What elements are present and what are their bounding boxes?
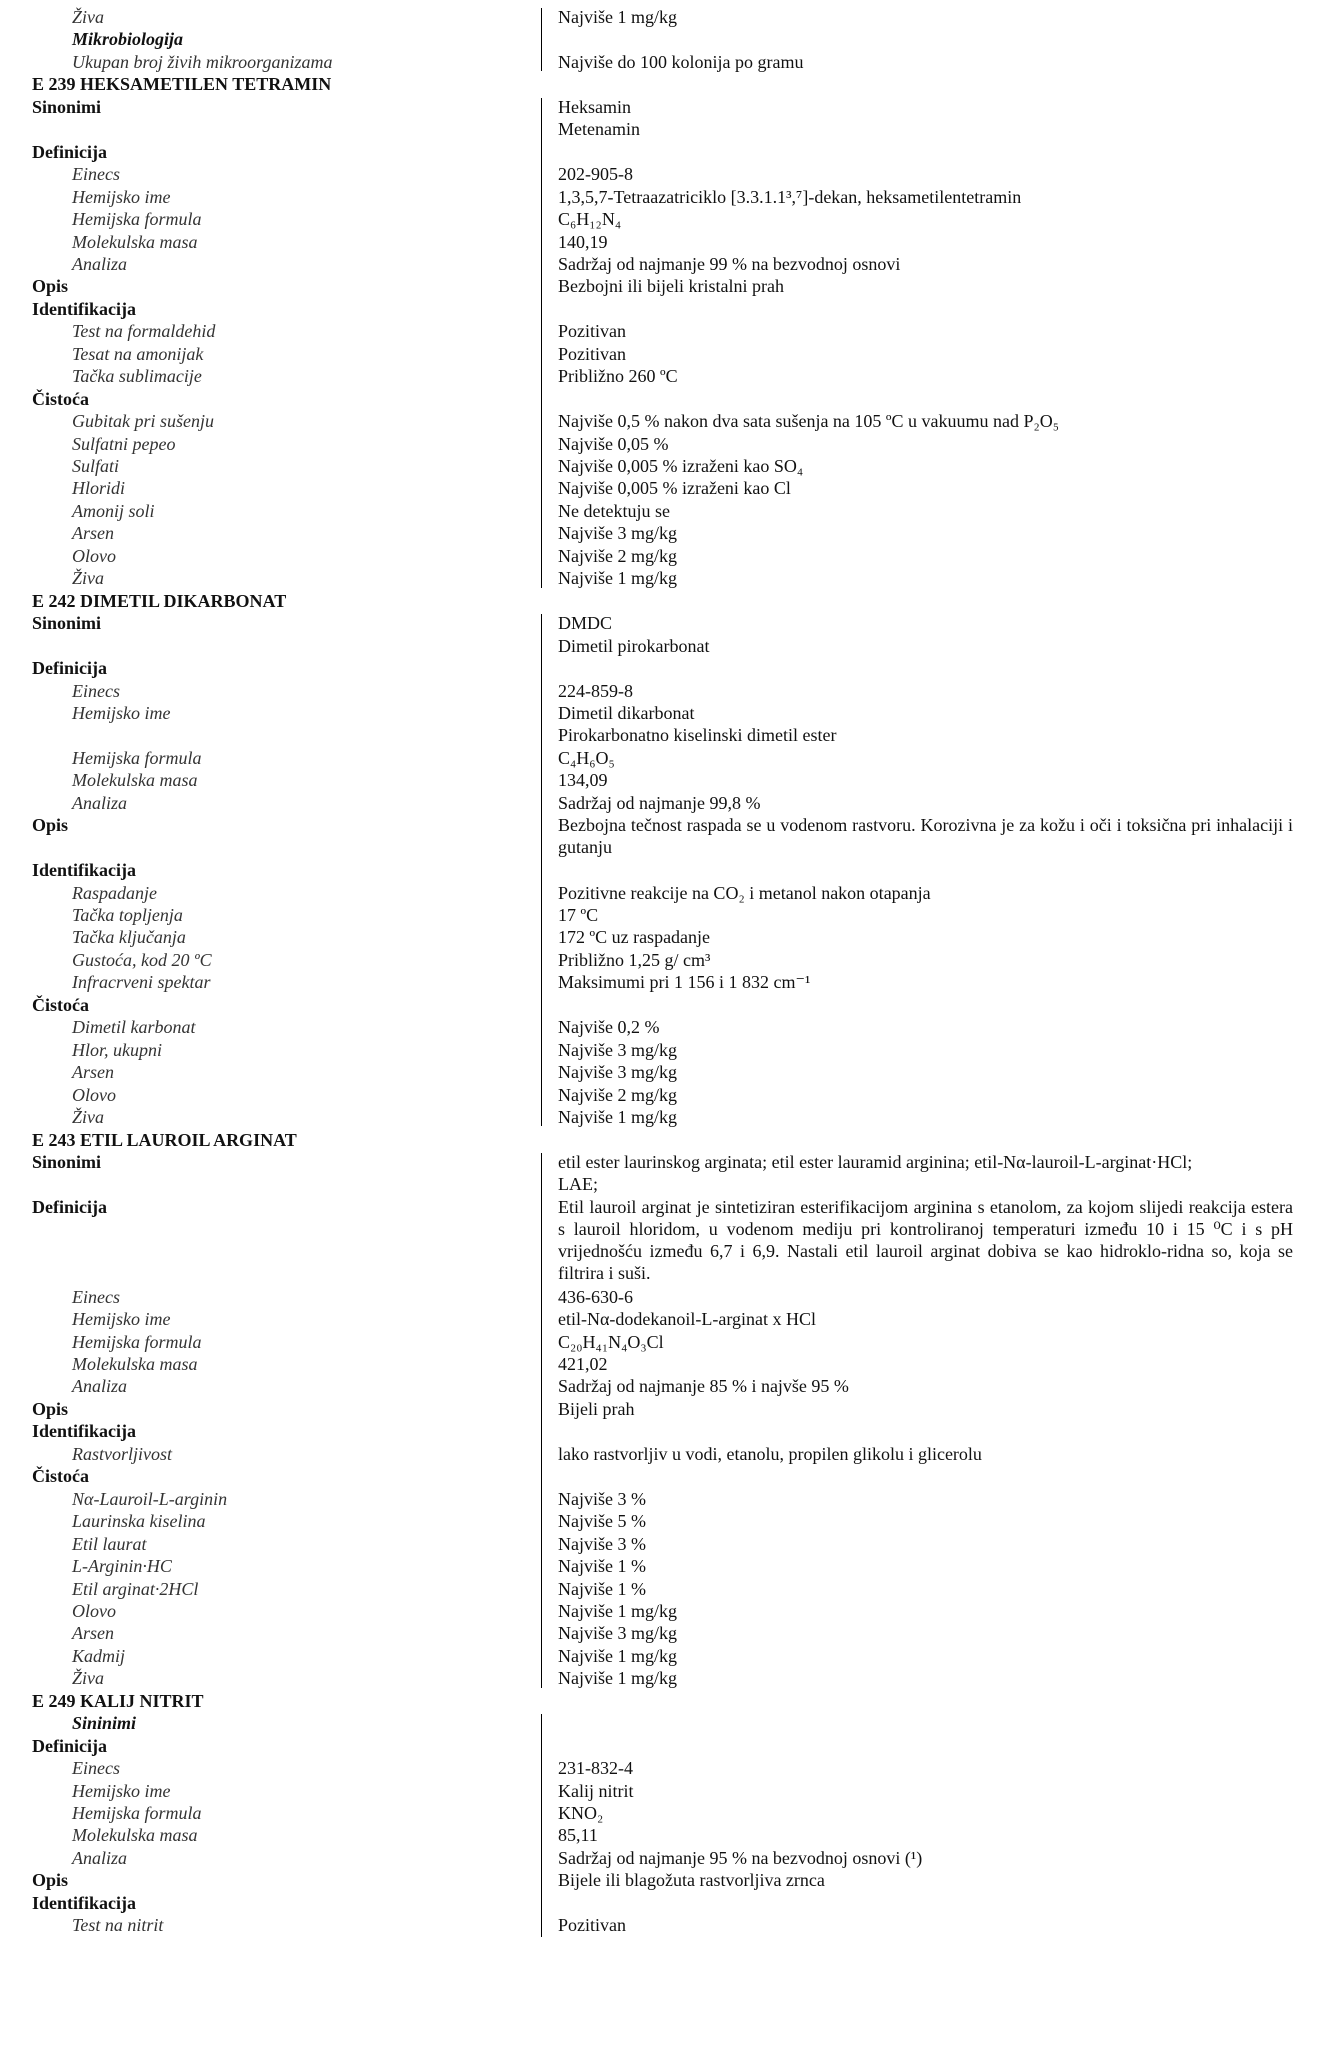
property-value: Pozitivan — [558, 321, 626, 342]
spec-row — [0, 1824, 1340, 1846]
property-label: Hemijska formula — [72, 747, 202, 768]
spec-row — [0, 1151, 1340, 1173]
property-value: Najviše 0,05 % — [558, 433, 669, 454]
property-label: Hemijska formula — [72, 209, 202, 230]
spec-row — [0, 253, 1340, 275]
property-value: Najviše 0,005 % izraženi kao Cl — [558, 478, 791, 499]
spec-row — [0, 1690, 1340, 1712]
property-label: Molekulska masa — [72, 1825, 198, 1846]
spec-row — [0, 657, 1340, 679]
property-value: Pozitivan — [558, 343, 626, 364]
spec-row — [0, 522, 1340, 544]
property-label: Einecs — [72, 164, 120, 185]
property-value: Najviše 1 mg/kg — [558, 1600, 677, 1621]
property-label: Olovo — [72, 545, 116, 566]
property-label: Hemijsko ime — [72, 186, 171, 207]
property-label: Sulfatni pepeo — [72, 433, 176, 454]
spec-row — [0, 51, 1340, 73]
spec-row — [0, 1555, 1340, 1577]
spec-row — [0, 388, 1340, 410]
property-value: lako rastvorljiv u vodi, etanolu, propilen glikolu i glicerolu — [558, 1443, 982, 1464]
property-label: Nα-Lauroil-L-arginin — [72, 1488, 228, 1509]
spec-row — [0, 1353, 1340, 1375]
section-label: Definicija — [32, 1735, 107, 1756]
property-value: Pirokarbonatno kiselinski dimetil ester — [558, 725, 837, 746]
property-value: C₆H₁₂N₄ — [558, 209, 622, 230]
spec-row — [0, 1196, 1340, 1286]
spec-row — [0, 1106, 1340, 1128]
property-value: Najviše 1 % — [558, 1578, 646, 1599]
section-label: Čistoća — [32, 994, 89, 1015]
property-label: Etil arginat·2HCl — [72, 1578, 199, 1599]
section-label: Identifikacija — [32, 860, 137, 881]
section-label: Sinonimi — [32, 96, 102, 117]
section-label: Identifikacija — [32, 298, 137, 319]
section-label: Identifikacija — [32, 1421, 137, 1442]
property-label: Amonij soli — [72, 500, 155, 521]
property-label: Hloridi — [72, 478, 126, 499]
property-label: Ukupan broj živih mikroorganizama — [72, 51, 333, 72]
spec-row — [0, 73, 1340, 95]
property-value: LAE; — [558, 1174, 598, 1195]
property-value: Najviše do 100 kolonija po gramu — [558, 51, 804, 72]
section-label: Opis — [32, 1398, 69, 1419]
property-label: Analiza — [72, 253, 128, 274]
column-divider — [541, 614, 542, 1126]
property-label: Dimetil karbonat — [72, 1017, 196, 1038]
spec-row — [0, 410, 1340, 432]
spec-row — [0, 455, 1340, 477]
property-value: Kalij nitrit — [558, 1780, 634, 1801]
spec-row — [0, 231, 1340, 253]
spec-row — [0, 275, 1340, 297]
property-value: C₄H₆O₅ — [558, 747, 615, 768]
property-value: Etil lauroil arginat je sintetiziran esterifikacijom arginina s etanolom, za kojom slijedi reakcija estera s lauroil hloridom, u vodenom mediju pri kontroliranoj temperaturi između 10 i 15 ⁰C i s pH vrijednošću između 6,7 i 6,9. Nastali etil lauroil arginat dobiva se kao hidroklo-ridna so, koja se filtrira i suši. — [558, 1196, 1293, 1283]
property-value: Bezbojni ili bijeli kristalni prah — [558, 276, 784, 297]
spec-row — [0, 994, 1340, 1016]
property-label: Test na nitrit — [72, 1915, 164, 1936]
spec-row — [0, 612, 1340, 634]
spec-row — [0, 545, 1340, 567]
property-value: Najviše 1 mg/kg — [558, 568, 677, 589]
spec-row — [0, 792, 1340, 814]
property-value: Najviše 3 mg/kg — [558, 1062, 677, 1083]
spec-row — [0, 590, 1340, 612]
property-value: etil ester laurinskog arginata; etil ester lauramid arginina; etil-Nα-lauroil-L-arginat·HCl; — [558, 1151, 1193, 1172]
spec-row — [0, 1129, 1340, 1151]
spec-row — [0, 500, 1340, 522]
property-value: 134,09 — [558, 770, 608, 791]
property-value: 85,11 — [558, 1825, 598, 1846]
property-value: Najviše 5 % — [558, 1511, 646, 1532]
property-label: Molekulska masa — [72, 231, 198, 252]
column-divider — [541, 98, 542, 588]
property-value: 202-905-8 — [558, 164, 633, 185]
spec-row — [0, 680, 1340, 702]
spec-row — [0, 1173, 1340, 1195]
section-label: Sinonimi — [32, 1151, 102, 1172]
property-label: Živa — [72, 1668, 105, 1689]
property-label: Mikrobiologija — [72, 29, 184, 50]
spec-row — [0, 320, 1340, 342]
section-label: Opis — [32, 815, 69, 836]
property-label: Analiza — [72, 792, 128, 813]
spec-row — [0, 567, 1340, 589]
property-label: Olovo — [72, 1084, 116, 1105]
property-value: Metenamin — [558, 119, 640, 140]
spec-row — [0, 1420, 1340, 1442]
property-value: 224-859-8 — [558, 680, 633, 701]
spec-row — [0, 433, 1340, 455]
spec-row — [0, 208, 1340, 230]
property-label: Hemijska formula — [72, 1803, 202, 1823]
property-label: Živa — [72, 7, 105, 27]
spec-row — [0, 814, 1340, 859]
property-label: Molekulska masa — [72, 770, 198, 791]
spec-row — [0, 1331, 1340, 1353]
property-value: Najviše 3 mg/kg — [558, 1623, 677, 1644]
property-label: Rastvorljivost — [72, 1443, 172, 1464]
spec-row — [0, 769, 1340, 791]
property-label: Molekulska masa — [72, 1354, 198, 1374]
property-value: Bijeli prah — [558, 1398, 635, 1419]
spec-row — [0, 118, 1340, 140]
property-value: Dimetil pirokarbonat — [558, 635, 710, 656]
property-value: Najviše 1 mg/kg — [558, 1645, 677, 1666]
spec-row — [0, 949, 1340, 971]
property-label: Einecs — [72, 680, 120, 701]
spec-row — [0, 1914, 1340, 1936]
spec-row — [0, 1398, 1340, 1420]
property-value: Ne detektuju se — [558, 500, 670, 521]
section-label: E 239 HEKSAMETILEN TETRAMIN — [32, 74, 332, 95]
property-value: Najviše 1 % — [558, 1556, 646, 1577]
spec-row — [0, 1488, 1340, 1510]
spec-row — [0, 1510, 1340, 1532]
property-label: Hemijsko ime — [72, 1309, 171, 1330]
column-divider — [541, 1714, 542, 1937]
property-value: Heksamin — [558, 96, 631, 117]
property-value: Najviše 1 mg/kg — [558, 1107, 677, 1128]
property-value: DMDC — [558, 613, 613, 634]
spec-row — [0, 343, 1340, 365]
property-label: Einecs — [72, 1286, 120, 1307]
spec-row — [0, 702, 1340, 724]
spec-row — [0, 6, 1340, 28]
property-label: Raspadanje — [72, 882, 157, 903]
property-value: Pozitivne reakcije na CO₂ i metanol nakon otapanja — [558, 882, 931, 903]
property-value: Najviše 3 % — [558, 1533, 646, 1554]
property-label: Laurinska kiselina — [72, 1511, 206, 1532]
property-value: 140,19 — [558, 231, 608, 252]
spec-row — [0, 926, 1340, 948]
spec-row — [0, 163, 1340, 185]
spec-row — [0, 1802, 1340, 1824]
spec-row — [0, 1757, 1340, 1779]
property-value: Pozitivan — [558, 1915, 626, 1936]
spec-row — [0, 904, 1340, 926]
property-value: Najviše 0,2 % — [558, 1017, 660, 1038]
property-value: Najviše 1 mg/kg — [558, 1668, 677, 1689]
property-value: 421,02 — [558, 1354, 608, 1374]
spec-row — [0, 1308, 1340, 1330]
spec-row — [0, 1578, 1340, 1600]
property-label: Tačka ključanja — [72, 927, 186, 948]
spec-row — [0, 1443, 1340, 1465]
spec-row — [0, 1847, 1340, 1869]
property-value: Najviše 0,5 % nakon dva sata sušenja na 105 ºC u vakuumu nad P₂O₅ — [558, 411, 1060, 432]
spec-row — [0, 365, 1340, 387]
property-value: 172 ºC uz raspadanje — [558, 927, 711, 948]
spec-row — [0, 1645, 1340, 1667]
property-value: 1,3,5,7-Tetraazatriciklo [3.3.1.1³,⁷]-dekan, heksametilentetramin — [558, 186, 1022, 207]
property-value: Najviše 2 mg/kg — [558, 1084, 677, 1105]
spec-row — [0, 1084, 1340, 1106]
spec-row — [0, 298, 1340, 320]
property-value: Bijele ili blagožuta rastvorljiva zrnca — [558, 1870, 825, 1891]
property-value: Približno 1,25 g/ cm³ — [558, 949, 711, 970]
section-label: Definicija — [32, 658, 107, 679]
property-label: Arsen — [72, 1623, 114, 1644]
spec-row — [0, 1780, 1340, 1802]
property-label: Živa — [72, 568, 105, 589]
property-label: Hemijska formula — [72, 1331, 202, 1352]
spec-row — [0, 1039, 1340, 1061]
spec-row — [0, 1712, 1340, 1734]
spec-row — [0, 1533, 1340, 1555]
section-label: E 243 ETIL LAUROIL ARGINAT — [32, 1129, 297, 1150]
property-label: Kadmij — [72, 1645, 126, 1666]
section-label: Čistoća — [32, 1466, 89, 1487]
spec-row — [0, 96, 1340, 118]
spec-row — [0, 1016, 1340, 1038]
spec-row — [0, 186, 1340, 208]
section-label: E 249 KALIJ NITRIT — [32, 1690, 204, 1711]
property-value: Maksimumi pri 1 156 i 1 832 cm⁻¹ — [558, 972, 811, 993]
spec-row — [0, 724, 1340, 746]
property-value: Sadržaj od najmanje 99 % na bezvodnoj osnovi — [558, 253, 901, 274]
property-label: Arsen — [72, 1062, 114, 1083]
property-value: Najviše 0,005 % izraženi kao SO₄ — [558, 456, 804, 476]
property-label: Hemijsko ime — [72, 702, 171, 723]
spec-row — [0, 28, 1340, 50]
property-value: etil-Nα-dodekanoil-L-arginat x HCl — [558, 1309, 817, 1330]
property-label: Tačka topljenja — [72, 905, 183, 925]
spec-row — [0, 1735, 1340, 1757]
property-label: Tačka sublimacije — [72, 366, 202, 387]
property-value: Najviše 3 mg/kg — [558, 1039, 677, 1060]
spec-row — [0, 141, 1340, 163]
property-value: Bezbojna tečnost raspada se u vodenom rastvoru. Korozivna je za kožu i oči i toksična pri inhalaciji i gutanju — [558, 815, 1293, 858]
property-value: Najviše 3 % — [558, 1488, 646, 1509]
property-value: Dimetil dikarbonat — [558, 702, 695, 723]
section-label: Opis — [32, 1870, 69, 1891]
property-value: Sadržaj od najmanje 99,8 % — [558, 792, 761, 813]
section-label: Definicija — [32, 1196, 107, 1217]
property-value: C₂₀H₄₁N₄O₃Cl — [558, 1331, 664, 1352]
property-label: Infracrveni spektar — [72, 972, 211, 993]
property-label: Olovo — [72, 1600, 116, 1621]
spec-row — [0, 1375, 1340, 1397]
spec-row — [0, 1622, 1340, 1644]
property-value: Sadržaj od najmanje 95 % na bezvodnoj osnovi (¹) — [558, 1847, 923, 1868]
property-value: Najviše 3 mg/kg — [558, 523, 677, 544]
spec-row — [0, 1465, 1340, 1487]
property-label: Einecs — [72, 1758, 120, 1779]
spec-row — [0, 1286, 1340, 1308]
column-divider — [541, 8, 542, 71]
spec-row — [0, 859, 1340, 881]
property-value: Sadržaj od najmanje 85 % i najvše 95 % — [558, 1376, 849, 1397]
property-label: Gustoća, kod 20 ºC — [72, 949, 212, 970]
property-label: Hlor, ukupni — [72, 1039, 162, 1060]
property-value: Približno 260 ºC — [558, 366, 678, 387]
section-label: Definicija — [32, 141, 107, 162]
property-label: Tesat na amonijak — [72, 343, 204, 364]
property-label: Sulfati — [72, 456, 120, 476]
spec-row — [0, 882, 1340, 904]
spec-row — [0, 1892, 1340, 1914]
section-label: E 242 DIMETIL DIKARBONAT — [32, 590, 287, 611]
property-value: KNO₂ — [558, 1803, 604, 1823]
spec-row — [0, 971, 1340, 993]
spec-row — [0, 1061, 1340, 1083]
property-value: Najviše 2 mg/kg — [558, 545, 677, 566]
spec-row — [0, 1600, 1340, 1622]
property-label: Arsen — [72, 523, 114, 544]
spec-row — [0, 635, 1340, 657]
section-label: Čistoća — [32, 388, 89, 409]
spec-row — [0, 747, 1340, 769]
property-label: Test na formaldehid — [72, 321, 216, 342]
property-label: Živa — [72, 1107, 105, 1128]
section-label: Opis — [32, 276, 69, 297]
property-value: 17 ºC — [558, 905, 599, 925]
property-value: 436-630-6 — [558, 1286, 633, 1307]
property-value: 231-832-4 — [558, 1758, 633, 1779]
property-label: Analiza — [72, 1847, 128, 1868]
property-label: Gubitak pri sušenju — [72, 411, 214, 432]
column-divider — [541, 1153, 542, 1688]
spec-row — [0, 1869, 1340, 1891]
property-value: Najviše 1 mg/kg — [558, 7, 677, 27]
spec-row — [0, 477, 1340, 499]
section-label: Identifikacija — [32, 1892, 137, 1913]
property-label: Analiza — [72, 1376, 128, 1397]
section-label: Sinonimi — [32, 613, 102, 634]
property-label: Etil laurat — [72, 1533, 147, 1554]
property-label: L-Arginin·HC — [72, 1556, 172, 1577]
property-label: Hemijsko ime — [72, 1780, 171, 1801]
property-label: Sininimi — [72, 1713, 137, 1734]
spec-row — [0, 1667, 1340, 1689]
